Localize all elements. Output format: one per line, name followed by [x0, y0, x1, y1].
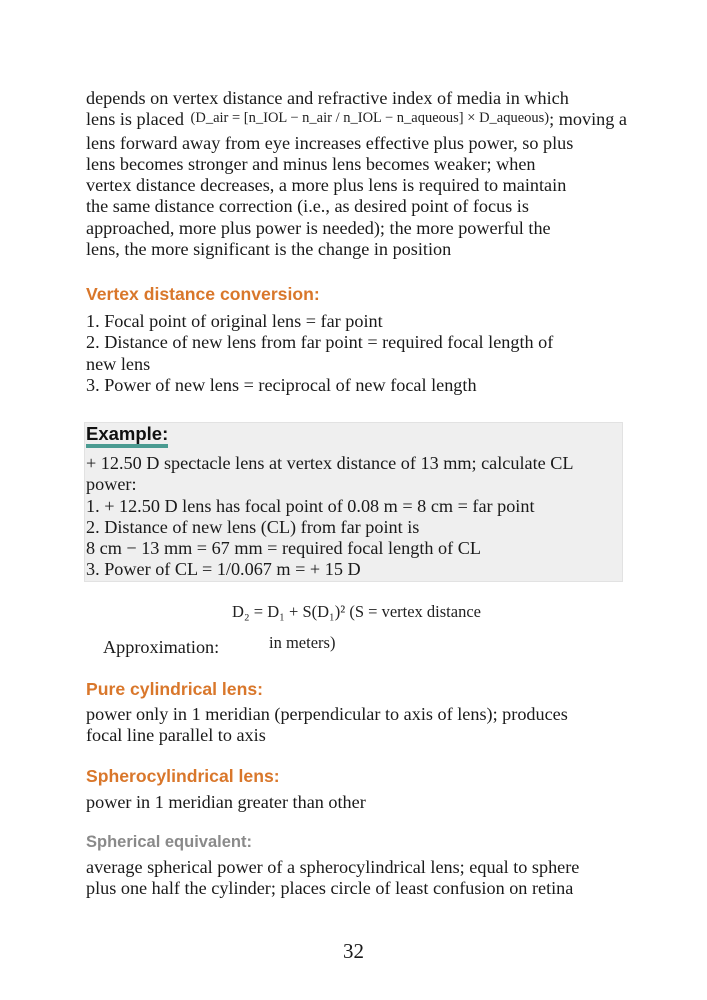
vertex-step-2: 2. Distance of new lens from far point = required focal length of: [86, 332, 554, 353]
example-line-6: 3. Power of CL = 1/0.067 m = + 15 D: [86, 559, 361, 580]
example-line-5: 8 cm − 13 mm = 67 mm = required focal length of CL: [86, 538, 481, 559]
intro-line-2-start: lens is placed: [86, 109, 184, 130]
example-line-2: power:: [86, 474, 137, 495]
vertex-conversion-list: [86, 311, 626, 396]
refraction-formula: (D_air = [n_IOL − n_air / n_IOL − n_aqueous] × D_aqueous): [190, 110, 550, 127]
spherical-equivalent-line-1: average spherical power of a spherocylindrical lens; equal to sphere: [86, 857, 580, 877]
intro-line-1: depends on vertex distance and refractive index of media in which: [86, 88, 569, 108]
vertex-step-3: 3. Power of new lens = reciprocal of new focal length: [86, 374, 477, 395]
approximation-formula-line-1: D₂ = D₁ + S(D₁)² (S = vertex distance: [232, 602, 481, 621]
spherical-equivalent-line-2: plus one half the cylinder; places circle of least confusion on retina: [86, 878, 574, 899]
intro-line-8: lens, the more significant is the change in position: [86, 239, 452, 260]
spherocylindrical-text: [86, 792, 626, 813]
vertex-step-2-cont: new lens: [86, 353, 151, 374]
spherocylindrical-heading: Spherocylindrical lens:: [86, 766, 280, 786]
example-heading-underline: [86, 444, 168, 448]
intro-line-2-end: ; moving a: [549, 109, 627, 130]
intro-line-7: approached, more plus power is needed); the more powerful the: [86, 217, 551, 238]
example-line-3: 1. + 12.50 D lens has focal point of 0.08 m = 8 cm = far point: [86, 495, 535, 516]
pure-cylindrical-text: [86, 704, 626, 747]
intro-line-2: [86, 109, 626, 132]
vertex-step-1: 1. Focal point of original lens = far point: [86, 311, 383, 331]
intro-line-5: vertex distance decreases, a more plus lens is required to maintain: [86, 175, 567, 196]
vertex-conversion-heading: Vertex distance conversion:: [86, 284, 320, 304]
approximation-formula-line-2: in meters): [269, 633, 336, 652]
example-heading: Example:: [86, 423, 169, 444]
spherical-equivalent-text: [86, 857, 626, 900]
page-number: 32: [343, 939, 364, 963]
example-content: [86, 453, 626, 581]
intro-line-6: the same distance correction (i.e., as desired point of focus is: [86, 196, 529, 217]
pure-cylindrical-line-1: power only in 1 meridian (perpendicular to axis of lens); produces: [86, 704, 568, 724]
intro-line-4: lens becomes stronger and minus lens becomes weaker; when: [86, 153, 536, 174]
example-line-4: 2. Distance of new lens (CL) from far point is: [86, 516, 420, 537]
intro-paragraph: [86, 88, 626, 260]
pure-cylindrical-line-2: focal line parallel to axis: [86, 725, 266, 746]
spherical-equivalent-heading: Spherical equivalent:: [86, 833, 252, 851]
approximation-label: Approximation:: [103, 637, 220, 657]
example-line-1: + 12.50 D spectacle lens at vertex distance of 13 mm; calculate CL: [86, 453, 574, 473]
intro-line-3: lens forward away from eye increases effective plus power, so plus: [86, 132, 574, 153]
pure-cylindrical-heading: Pure cylindrical lens:: [86, 679, 263, 699]
spherocylindrical-line-1: power in 1 meridian greater than other: [86, 792, 366, 812]
